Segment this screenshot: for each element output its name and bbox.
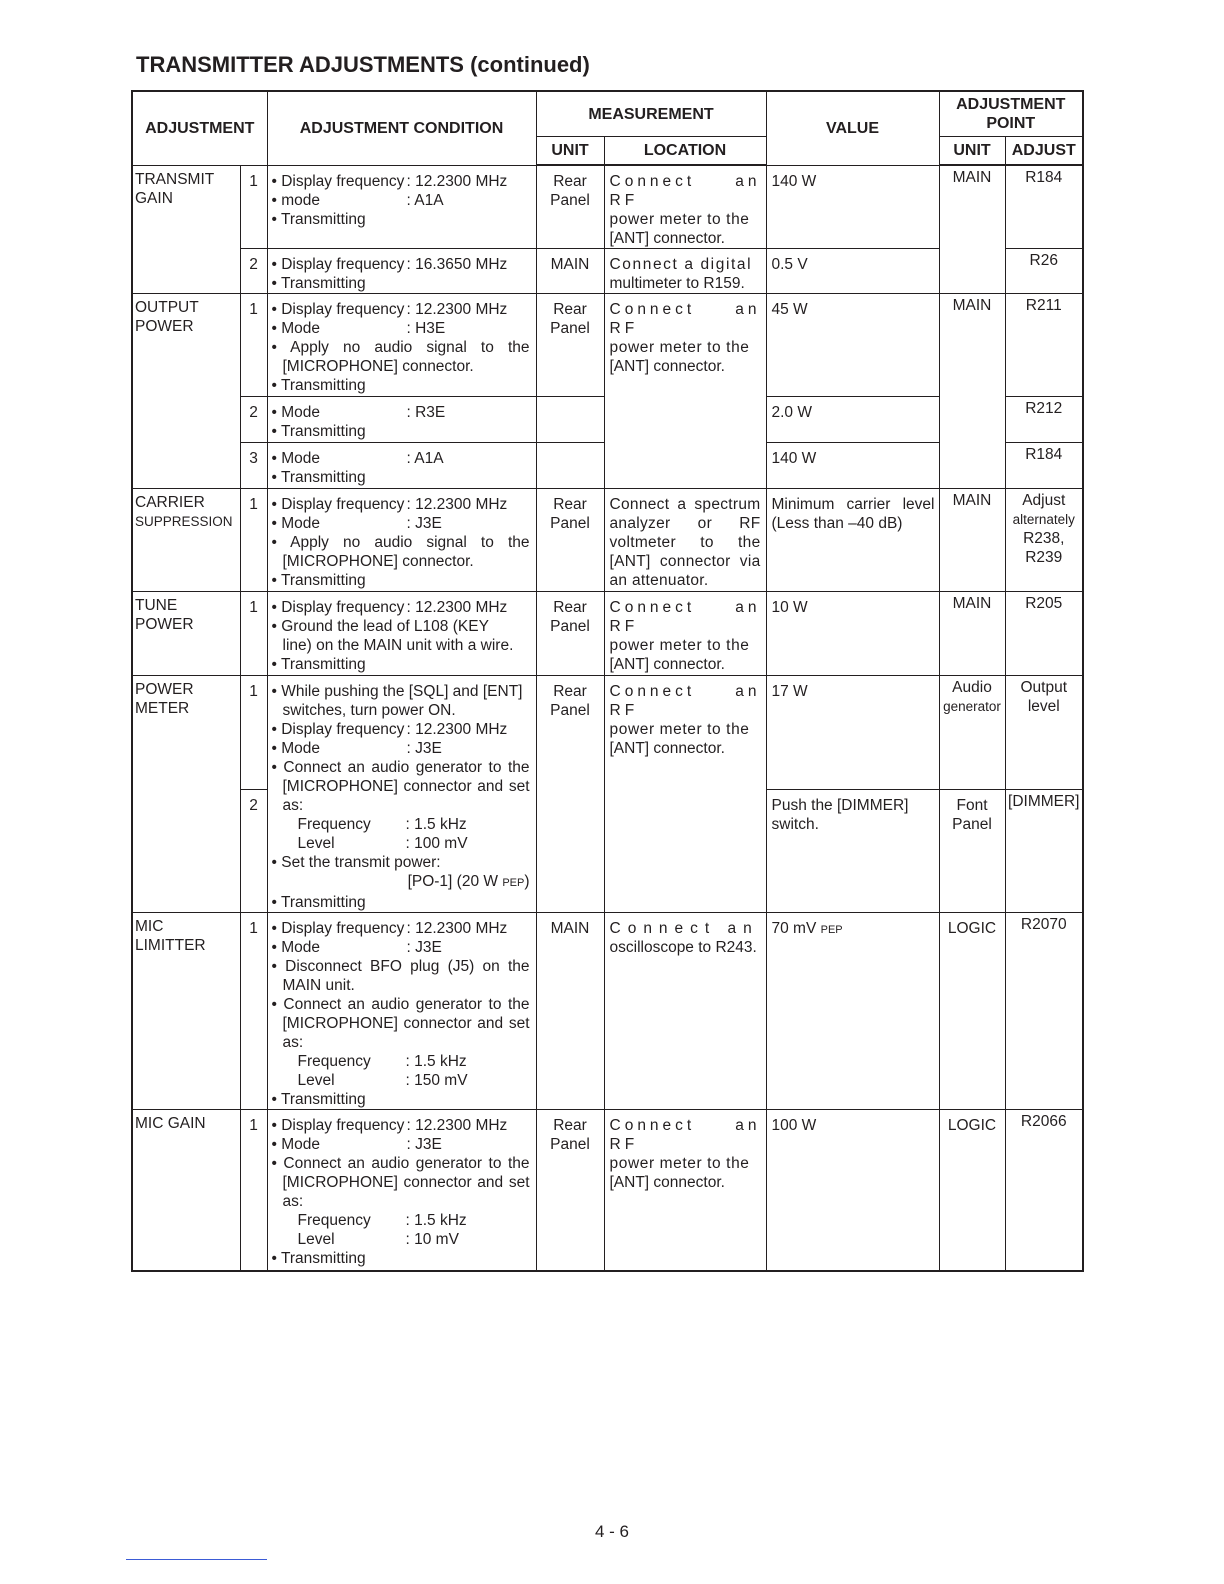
measurement-location: Connect an oscilloscope to R243.: [604, 913, 766, 1110]
adjustment-condition: • Display frequency : 16.3650 MHz • Transmitting: [267, 249, 536, 294]
footer-divider: [126, 1559, 267, 1560]
point-unit: MAIN: [939, 294, 1005, 489]
measurement-location: Connect a spectrum analyzer or RF voltmeter to the [ANT] connector via an attenuator.: [604, 489, 766, 592]
point-unit: MAIN: [939, 165, 1005, 294]
point-unit: LOGIC: [939, 913, 1005, 1110]
adjustment-name: MIC LIMITTER: [132, 913, 240, 1110]
point-adjust: R184: [1005, 443, 1083, 489]
header-measurement-location: LOCATION: [604, 137, 766, 166]
value: 17 W: [766, 676, 939, 790]
adjustment-name: TUNE POWER: [132, 592, 240, 676]
adjustment-name: OUTPUT POWER: [132, 294, 240, 489]
header-measurement-unit: UNIT: [536, 137, 604, 166]
adjustment-name: TRANSMIT GAIN: [132, 165, 240, 294]
point-adjust: R211: [1005, 294, 1083, 397]
step-number: 1: [240, 165, 267, 249]
adjustment-condition: • Mode : A1A • Transmitting: [267, 443, 536, 489]
table-row: [132, 165, 1083, 249]
step-number: 2: [240, 790, 267, 913]
step-number: 1: [240, 294, 267, 397]
value: 140 W: [766, 165, 939, 249]
point-adjust: R2066: [1005, 1110, 1083, 1271]
header-point-unit: UNIT: [939, 137, 1005, 166]
measurement-location: Connect an RF power meter to the [ANT] connector.: [604, 165, 766, 249]
adjustment-condition: • Display frequency : 12.2300 MHz • mode : A1A • Transmitting: [267, 165, 536, 249]
measurement-unit: [536, 443, 604, 489]
header-measurement: MEASUREMENT: [536, 91, 766, 137]
value: 140 W: [766, 443, 939, 489]
point-unit: MAIN: [939, 489, 1005, 592]
step-number: 1: [240, 489, 267, 592]
point-adjust: [DIMMER]: [1005, 790, 1083, 913]
table-row: [132, 1110, 1083, 1271]
step-number: 3: [240, 443, 267, 489]
measurement-unit: MAIN: [536, 913, 604, 1110]
measurement-location: Connect an RF power meter to the [ANT] connector.: [604, 592, 766, 676]
header-adjustment: ADJUSTMENT: [132, 91, 267, 165]
adjustment-condition: • Mode : R3E • Transmitting: [267, 397, 536, 443]
point-adjust: R205: [1005, 592, 1083, 676]
point-adjust: R184: [1005, 165, 1083, 249]
measurement-unit: MAIN: [536, 249, 604, 294]
adjustment-condition: • Display frequency : 12.2300 MHz • Mode : J3E • Disconnect BFO plug (J5) on the MAIN unit. • Connect an audio generator to the [MICROPHONE] connector and set as: Frequency : 1.5 kHz Level : 150 mV • Transmitting: [267, 913, 536, 1110]
measurement-unit: Rear Panel: [536, 1110, 604, 1271]
transmitter-adjustments-table: [131, 90, 1084, 1272]
value: 0.5 V: [766, 249, 939, 294]
adjustment-condition: • While pushing the [SQL] and [ENT] switches, turn power ON. • Display frequency : 12.2300 MHz • Mode : J3E • Connect an audio generator to the [MICROPHONE] connector and set as: Frequency : 1.5 kHz Level : 100 mV • Set the transmit power: [PO-1] (20 W PEP) • Transmitting: [267, 676, 536, 913]
measurement-location: Connect an RF power meter to the [ANT] connector.: [604, 676, 766, 913]
measurement-unit: [536, 397, 604, 443]
page-title: TRANSMITTER ADJUSTMENTS (continued): [136, 52, 590, 77]
step-number: 1: [240, 592, 267, 676]
measurement-unit: Rear Panel: [536, 294, 604, 397]
header-point-adjust: ADJUST: [1005, 137, 1083, 166]
point-unit: Audio generator: [939, 676, 1005, 790]
value: 2.0 W: [766, 397, 939, 443]
point-adjust: R26: [1005, 249, 1083, 294]
step-number: 2: [240, 249, 267, 294]
point-unit: Font Panel: [939, 790, 1005, 913]
measurement-unit: Rear Panel: [536, 592, 604, 676]
adjustment-condition: • Display frequency : 12.2300 MHz • Mode : H3E • Apply no audio signal to the [MICROPHONE] connector. • Transmitting: [267, 294, 536, 397]
header-adjustment-point: ADJUSTMENT POINT: [939, 91, 1083, 137]
table-row: [132, 489, 1083, 592]
value: 70 mV PEP: [766, 913, 939, 1110]
value: Minimum carrier level (Less than –40 dB): [766, 489, 939, 592]
adjustment-condition: • Display frequency : 12.2300 MHz • Ground the lead of L108 (KEY line) on the MAIN unit with a wire. • Transmitting: [267, 592, 536, 676]
step-number: 1: [240, 1110, 267, 1271]
point-unit: LOGIC: [939, 1110, 1005, 1271]
value: 45 W: [766, 294, 939, 397]
point-adjust: R212: [1005, 397, 1083, 443]
point-unit: MAIN: [939, 592, 1005, 676]
table-row: [132, 294, 1083, 397]
measurement-location: Connect a digital multimeter to R159.: [604, 249, 766, 294]
measurement-unit: Rear Panel: [536, 165, 604, 249]
point-adjust: Output level: [1005, 676, 1083, 790]
page-number: 4 - 6: [594, 1522, 630, 1541]
value: Push the [DIMMER] switch.: [766, 790, 939, 913]
value: 10 W: [766, 592, 939, 676]
adjustment-name: CARRIER SUPPRESSION: [132, 489, 240, 592]
header-value: VALUE: [766, 91, 939, 165]
step-number: 2: [240, 397, 267, 443]
point-adjust: Adjust alternately R238, R239: [1005, 489, 1083, 592]
header-adjustment-condition: ADJUSTMENT CONDITION: [267, 91, 536, 165]
adjustment-condition: • Display frequency : 12.2300 MHz • Mode : J3E • Apply no audio signal to the [MICROPHONE] connector. • Transmitting: [267, 489, 536, 592]
measurement-unit: Rear Panel: [536, 676, 604, 913]
step-number: 1: [240, 676, 267, 790]
value: 100 W: [766, 1110, 939, 1271]
adjustment-condition: • Display frequency : 12.2300 MHz • Mode : J3E • Connect an audio generator to the [MICROPHONE] connector and set as: Frequency : 1.5 kHz Level : 10 mV • Transmitting: [267, 1110, 536, 1271]
measurement-location: Connect an RF power meter to the [ANT] connector.: [604, 294, 766, 489]
point-adjust: R2070: [1005, 913, 1083, 1110]
adjustment-name: MIC GAIN: [132, 1110, 240, 1271]
measurement-unit: Rear Panel: [536, 489, 604, 592]
table-row: [132, 592, 1083, 676]
table-row: [132, 913, 1083, 1110]
measurement-location: Connect an RF power meter to the [ANT] connector.: [604, 1110, 766, 1271]
table-row: [132, 676, 1083, 790]
step-number: 1: [240, 913, 267, 1110]
adjustment-name: POWER METER: [132, 676, 240, 913]
